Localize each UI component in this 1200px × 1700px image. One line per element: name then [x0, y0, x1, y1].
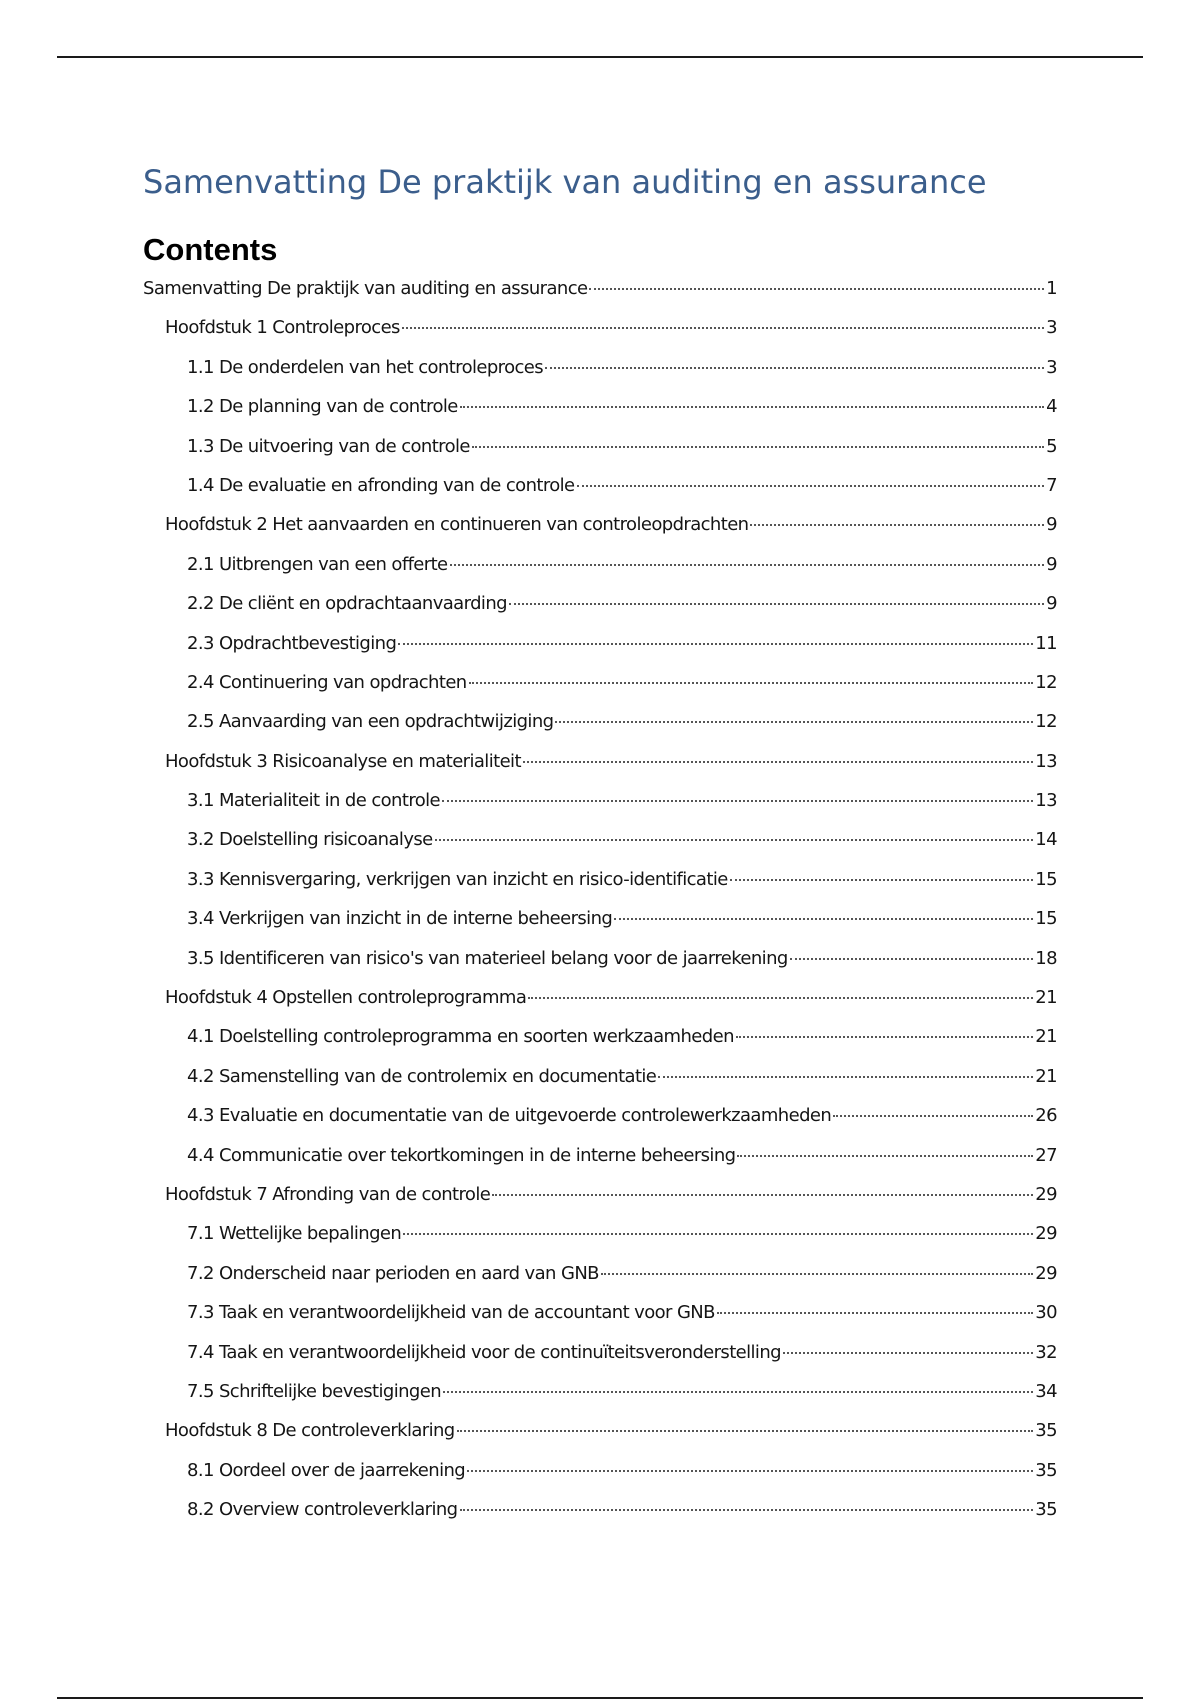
- toc-entry-title: 2.2 De cliënt en opdrachtaanvaarding: [187, 593, 507, 615]
- dot-leader: [460, 1509, 1034, 1511]
- toc-entry[interactable]: [143, 1145, 1057, 1184]
- dot-leader: [589, 288, 1044, 290]
- toc-entry-title: 1.2 De planning van de controle: [187, 396, 458, 418]
- dot-leader: [614, 918, 1033, 920]
- dot-leader: [555, 721, 1033, 723]
- toc-entry-page-number: 9: [1046, 593, 1057, 615]
- toc-entry-title: 2.4 Continuering van opdrachten: [187, 671, 467, 693]
- toc-entry[interactable]: [143, 1066, 1057, 1105]
- toc-entry-title: Hoofdstuk 4 Opstellen controleprogramma: [165, 987, 527, 1009]
- contents-heading: Contents: [143, 232, 278, 267]
- toc-entry[interactable]: [143, 317, 1057, 356]
- toc-entry[interactable]: [143, 1223, 1057, 1262]
- toc-entry[interactable]: [143, 633, 1057, 672]
- toc-entry-page-number: 32: [1035, 1341, 1057, 1363]
- toc-entry-title: 8.2 Overview controleverklaring: [187, 1499, 458, 1521]
- toc-entry[interactable]: [143, 790, 1057, 829]
- toc-entry-title: Hoofdstuk 1 Controleproces: [165, 317, 400, 339]
- toc-entry-page-number: 26: [1035, 1105, 1057, 1127]
- dot-leader: [398, 643, 1033, 645]
- toc-entry[interactable]: [143, 396, 1057, 435]
- toc-entry-page-number: 11: [1035, 632, 1057, 654]
- toc-entry[interactable]: [143, 436, 1057, 475]
- toc-entry-page-number: 18: [1035, 947, 1057, 969]
- toc-entry-title: 3.1 Materialiteit in de controle: [187, 790, 441, 812]
- toc-entry[interactable]: [143, 1302, 1057, 1341]
- toc-entry-title: 3.4 Verkrijgen van inzicht in de interne beheersing: [187, 908, 613, 930]
- toc-entry-page-number: 5: [1046, 435, 1057, 457]
- toc-entry-page-number: 34: [1035, 1380, 1057, 1402]
- toc-entry[interactable]: [143, 1263, 1057, 1302]
- toc-entry-title: 2.1 Uitbrengen van een offerte: [187, 553, 448, 575]
- dot-leader: [442, 800, 1033, 802]
- dot-leader: [435, 839, 1034, 841]
- dot-leader: [528, 997, 1033, 999]
- toc-entry[interactable]: [143, 475, 1057, 514]
- toc-entry-page-number: 1: [1046, 278, 1057, 299]
- toc-entry[interactable]: [143, 514, 1057, 553]
- table-of-contents: [143, 278, 1057, 1539]
- toc-entry[interactable]: [143, 829, 1057, 868]
- footer-rule: [57, 1697, 1143, 1699]
- toc-entry-page-number: 12: [1035, 711, 1057, 733]
- dot-leader: [577, 485, 1045, 487]
- toc-entry-title: 8.1 Oordeel over de jaarrekening: [187, 1459, 466, 1481]
- toc-entry[interactable]: [143, 711, 1057, 750]
- toc-entry-page-number: 29: [1035, 1262, 1057, 1284]
- toc-entry-page-number: 21: [1035, 1026, 1057, 1048]
- dot-leader: [601, 1273, 1033, 1275]
- dot-leader: [717, 1312, 1033, 1314]
- dot-leader: [833, 1115, 1033, 1117]
- toc-entry-page-number: 35: [1035, 1459, 1057, 1481]
- toc-entry[interactable]: [143, 1381, 1057, 1420]
- toc-entry-page-number: 21: [1035, 1065, 1057, 1087]
- dot-leader: [523, 761, 1033, 763]
- toc-entry[interactable]: [143, 869, 1057, 908]
- toc-entry-title: Hoofdstuk 3 Risicoanalyse en materialiteit: [165, 750, 521, 772]
- toc-entry-title: 4.1 Doelstelling controleprogramma en soorten werkzaamheden: [187, 1026, 734, 1048]
- toc-entry[interactable]: [143, 1499, 1057, 1538]
- toc-entry-page-number: 29: [1035, 1183, 1057, 1205]
- toc-entry-page-number: 9: [1046, 514, 1057, 536]
- toc-entry[interactable]: [143, 1420, 1057, 1459]
- toc-entry[interactable]: [143, 1105, 1057, 1144]
- toc-entry-page-number: 21: [1035, 987, 1057, 1009]
- toc-entry-page-number: 14: [1035, 829, 1057, 851]
- dot-leader: [790, 958, 1034, 960]
- dot-leader: [750, 524, 1044, 526]
- dot-leader: [737, 1155, 1033, 1157]
- dot-leader: [469, 682, 1034, 684]
- toc-entry-page-number: 35: [1035, 1420, 1057, 1442]
- toc-entry[interactable]: [143, 672, 1057, 711]
- toc-entry-title: 4.2 Samenstelling van de controlemix en documentatie: [187, 1065, 657, 1087]
- toc-entry[interactable]: [143, 1342, 1057, 1381]
- toc-entry-page-number: 13: [1035, 750, 1057, 772]
- dot-leader: [403, 1233, 1033, 1235]
- dot-leader: [658, 1076, 1033, 1078]
- toc-entry-title: 1.4 De evaluatie en afronding van de controle: [187, 474, 575, 496]
- dot-leader: [736, 1036, 1033, 1038]
- toc-entry-title: 4.4 Communicatie over tekortkomingen in de interne beheersing: [187, 1144, 736, 1166]
- toc-entry[interactable]: [143, 554, 1057, 593]
- toc-entry-title: 7.4 Taak en verantwoordelijkheid voor de continuïteitsveronderstelling: [187, 1341, 781, 1363]
- dot-leader: [450, 564, 1045, 566]
- toc-entry-page-number: 12: [1035, 671, 1057, 693]
- toc-entry[interactable]: [143, 948, 1057, 987]
- toc-entry-title: 4.3 Evaluatie en documentatie van de uitgevoerde controlewerkzaamheden: [187, 1105, 832, 1127]
- toc-entry-title: Hoofdstuk 7 Afronding van de controle: [165, 1183, 491, 1205]
- toc-entry-title: 1.3 De uitvoering van de controle: [187, 435, 470, 457]
- dot-leader: [460, 406, 1044, 408]
- toc-entry[interactable]: [143, 1184, 1057, 1223]
- toc-entry-title: 7.1 Wettelijke bepalingen: [187, 1223, 402, 1245]
- toc-entry-page-number: 9: [1046, 553, 1057, 575]
- toc-entry-title: 1.1 De onderdelen van het controleproces: [187, 356, 544, 378]
- dot-leader: [457, 1430, 1034, 1432]
- toc-entry-title: 2.3 Opdrachtbevestiging: [187, 632, 397, 654]
- toc-entry-page-number: 27: [1035, 1144, 1057, 1166]
- toc-entry-title: Samenvatting De praktijk van auditing en assurance: [143, 278, 588, 299]
- dot-leader: [545, 367, 1044, 369]
- dot-leader: [467, 1470, 1033, 1472]
- toc-entry-page-number: 3: [1046, 356, 1057, 378]
- toc-entry[interactable]: [143, 1026, 1057, 1065]
- dot-leader: [472, 446, 1044, 448]
- toc-entry-title: 7.5 Schriftelijke bevestigingen: [187, 1380, 442, 1402]
- toc-entry-page-number: 29: [1035, 1223, 1057, 1245]
- toc-entry-title: 7.2 Onderscheid naar perioden en aard van GNB: [187, 1262, 599, 1284]
- toc-entry[interactable]: [143, 593, 1057, 632]
- toc-entry-title: Hoofdstuk 2 Het aanvaarden en continueren van controleopdrachten: [165, 514, 749, 536]
- toc-entry[interactable]: [143, 357, 1057, 396]
- dot-leader: [402, 327, 1044, 329]
- header-rule: [57, 56, 1143, 58]
- toc-entry[interactable]: [143, 908, 1057, 947]
- dot-leader: [443, 1391, 1033, 1393]
- toc-entry-title: 2.5 Aanvaarding van een opdrachtwijziging: [187, 711, 554, 733]
- dot-leader: [492, 1194, 1033, 1196]
- toc-entry[interactable]: [143, 751, 1057, 790]
- toc-entry-title: 3.5 Identificeren van risico's van materieel belang voor de jaarrekening: [187, 947, 788, 969]
- toc-entry-title: Hoofdstuk 8 De controleverklaring: [165, 1420, 455, 1442]
- toc-entry-title: 7.3 Taak en verantwoordelijkheid van de accountant voor GNB: [187, 1302, 715, 1324]
- toc-entry[interactable]: [143, 1460, 1057, 1499]
- toc-entry-page-number: 35: [1035, 1499, 1057, 1521]
- toc-entry[interactable]: [143, 278, 1057, 317]
- dot-leader: [783, 1352, 1033, 1354]
- toc-entry-page-number: 15: [1035, 868, 1057, 890]
- toc-entry-page-number: 13: [1035, 790, 1057, 812]
- toc-entry-title: 3.3 Kennisvergaring, verkrijgen van inzicht en risico-identificatie: [187, 868, 728, 890]
- document-title: Samenvatting De praktijk van auditing en assurance: [143, 163, 987, 201]
- toc-entry-page-number: 15: [1035, 908, 1057, 930]
- toc-entry-page-number: 4: [1046, 396, 1057, 418]
- dot-leader: [509, 603, 1044, 605]
- dot-leader: [730, 879, 1034, 881]
- toc-entry-title: 3.2 Doelstelling risicoanalyse: [187, 829, 433, 851]
- toc-entry-page-number: 3: [1046, 317, 1057, 339]
- toc-entry-page-number: 7: [1046, 474, 1057, 496]
- toc-entry[interactable]: [143, 987, 1057, 1026]
- toc-entry-page-number: 30: [1035, 1302, 1057, 1324]
